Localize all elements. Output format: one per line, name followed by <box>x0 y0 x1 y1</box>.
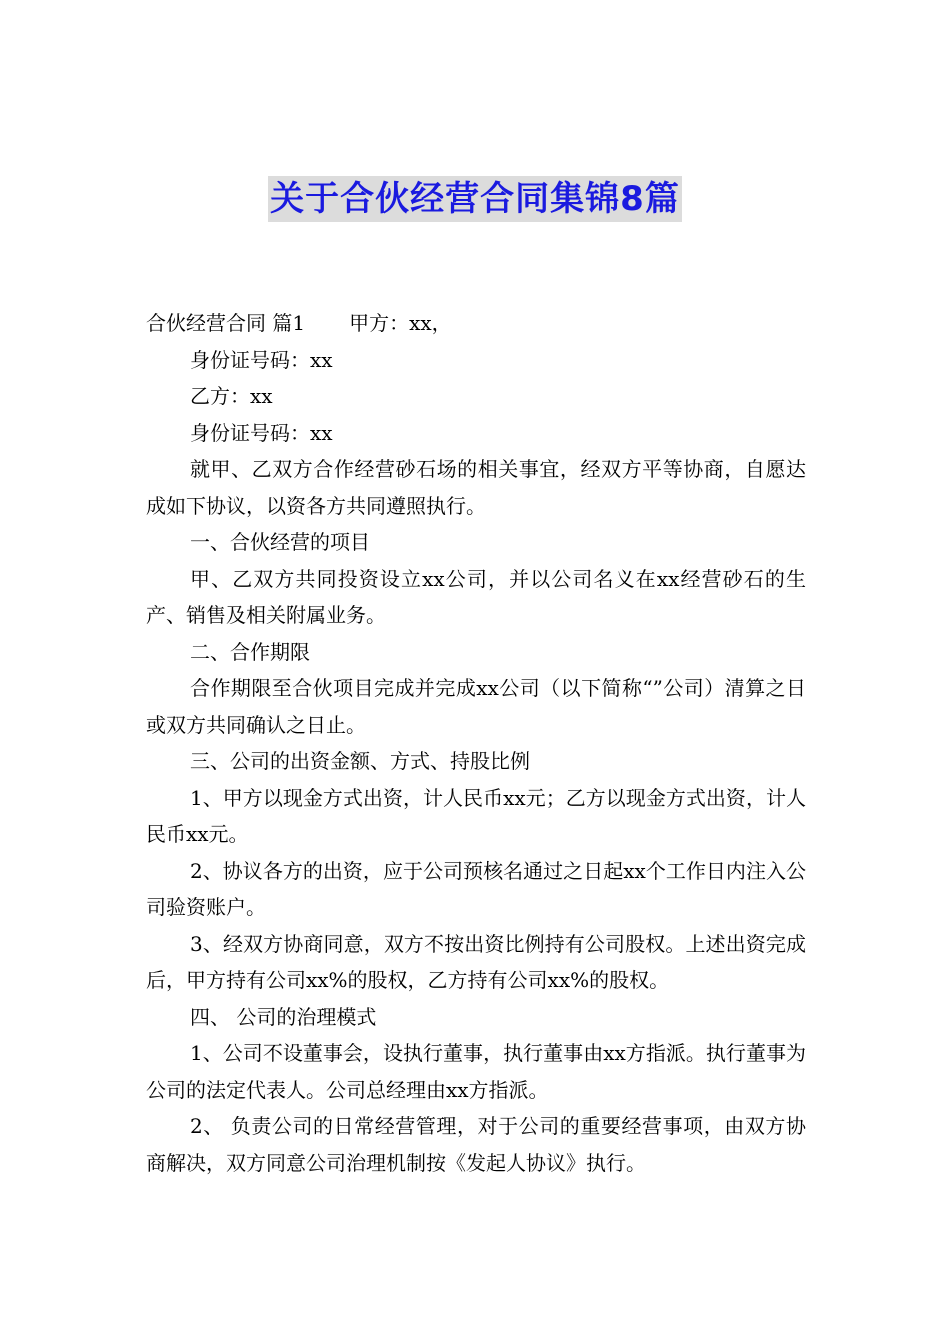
document-title: 关于合伙经营合同集锦8篇 <box>268 176 682 222</box>
paragraph: 身份证号码：xx <box>190 420 333 445</box>
paragraph: 甲、乙双方共同投资设立xx公司，并以公司名义在xx经营砂石的生产、销售及相关附属业务。 <box>146 566 806 627</box>
party-a-label: 甲方：xx， <box>349 311 452 335</box>
paragraph: 乙方：xx <box>190 384 273 408</box>
paragraph: 身份证号码：xx <box>190 347 333 372</box>
paragraph: 2、协议各方的出资，应于公司预核名通过之日起xx个工作日内注入公司验资账户。 <box>146 858 806 919</box>
paragraph: 三、公司的出资金额、方式、持股比例 <box>190 749 530 773</box>
paragraph <box>146 305 806 342</box>
paragraph: 1、甲方以现金方式出资，计人民币xx元；乙方以现金方式出资，计人民币xx元。 <box>146 785 806 846</box>
paragraph: 合作期限至合伙项目完成并完成xx公司（以下简称“”公司）清算之日或双方共同确认之日止。 <box>146 676 806 737</box>
section-heading: 合伙经营合同 篇1 <box>146 311 306 335</box>
title-container <box>0 176 950 222</box>
paragraph: 一、合伙经营的项目 <box>190 530 370 554</box>
paragraph: 3、经双方协商同意，双方不按出资比例持有公司股权。上述出资完成后，甲方持有公司xx%的股权，乙方持有公司xx%的股权。 <box>146 931 806 992</box>
document-body <box>146 305 806 1181</box>
paragraph: 2、 负责公司的日常经营管理，对于公司的重要经营事项，由双方协商解决，双方同意公司治理机制按《发起人协议》执行。 <box>146 1114 806 1175</box>
paragraph: 四、 公司的治理模式 <box>190 1004 377 1029</box>
paragraph: 就甲、乙双方合作经营砂石场的相关事宜，经双方平等协商，自愿达成如下协议，以资各方共同遵照执行。 <box>146 457 806 518</box>
paragraph: 1、公司不设董事会，设执行董事，执行董事由xx方指派。执行董事为公司的法定代表人。公司总经理由xx方指派。 <box>146 1041 806 1102</box>
paragraph: 二、合作期限 <box>190 639 310 664</box>
